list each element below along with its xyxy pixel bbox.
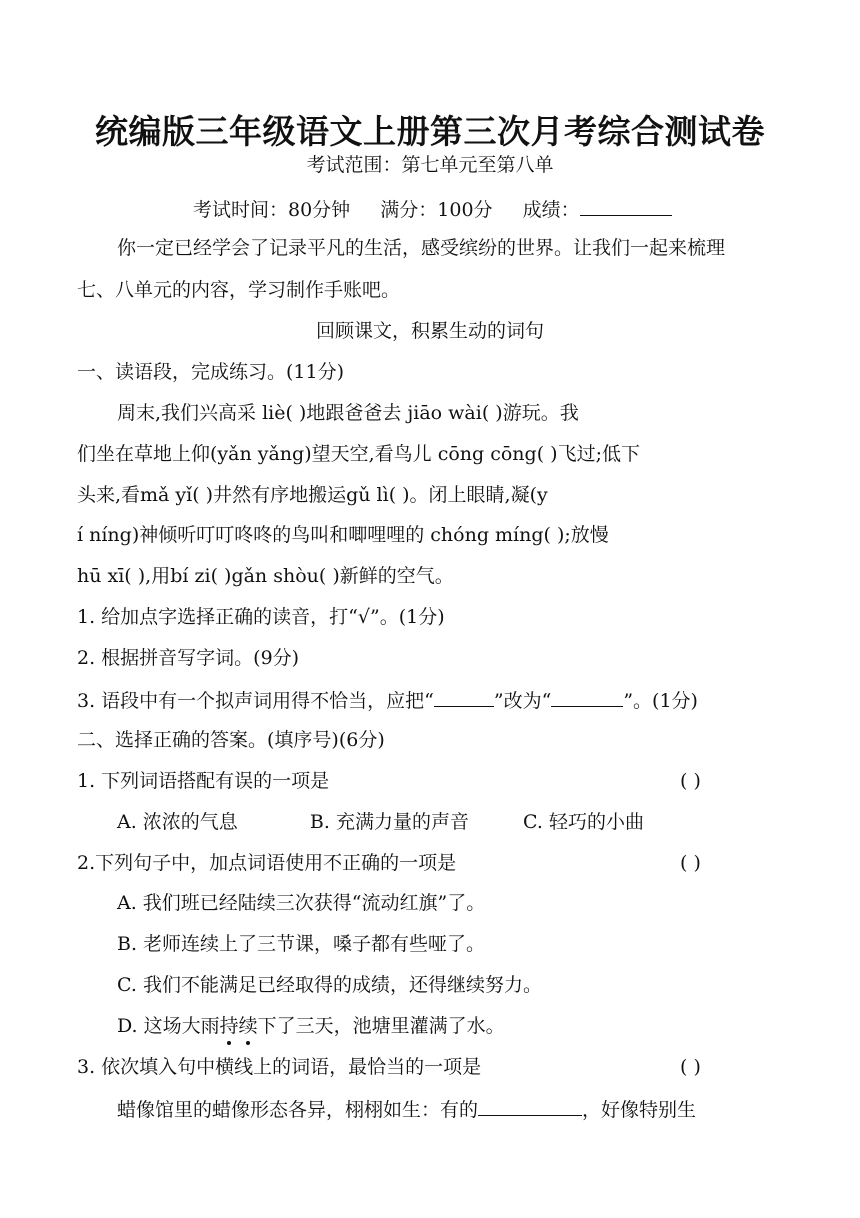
exam-time: 考试时间：80分钟 — [193, 199, 351, 221]
exam-info — [193, 195, 672, 223]
part2-heading: 二、选择正确的答案。(填序号)(6分) — [77, 729, 385, 751]
exam-scope: 考试范围：第七单元至第八单 — [306, 154, 554, 176]
score-blank[interactable] — [580, 195, 672, 216]
sentence-blank[interactable] — [478, 1095, 582, 1116]
option-d-before: D. 这场大雨 — [117, 1015, 220, 1037]
part1-heading: 一、读语段，完成练习。(11分) — [77, 361, 345, 383]
q3-text-middle: ”改为“ — [493, 690, 552, 712]
passage-line-2: 们坐在草地上仰(yǎn yǎng)望天空,看鸟儿 cōng cōng( )飞过;低下 — [77, 443, 640, 465]
q3-text-before: 3. 语段中有一个拟声词用得不恰当，应把“ — [77, 690, 434, 712]
part2-q1-options — [117, 809, 644, 835]
score-label: 成绩： — [522, 199, 580, 221]
answer-paren-1[interactable]: ( ) — [680, 770, 701, 792]
part1-question-1: 1. 给加点字选择正确的读音，打“√”。(1分) — [77, 606, 445, 628]
exam-title: 统编版三年级语文上册第三次月考综合测试卷 — [95, 112, 765, 151]
part2-q2-option-d — [117, 1013, 505, 1039]
passage-line-3: 头来,看mǎ yǐ( )井然有序地搬运gǔ lì( )。闭上眼睛,凝(y — [77, 484, 548, 506]
intro-line-1: 你一定已经学会了记录平凡的生活，感受缤纷的世界。让我们一起来梳理 — [117, 237, 726, 259]
part2-q1-stem: 1. 下列词语搭配有误的一项是 — [77, 770, 330, 792]
part1-question-2: 2. 根据拼音写字词。(9分) — [77, 647, 300, 669]
option-a: A. 浓浓的气息 — [117, 811, 238, 833]
part2-q3-stem: 3. 依次填入句中横线上的词语，最恰当的一项是 — [77, 1056, 482, 1078]
part2-q2-option-b: B. 老师连续上了三节课，嗓子都有些哑了。 — [117, 933, 486, 955]
passage-line-4: í níng)神倾听叮叮咚咚的鸟叫和唧哩哩的 chóng míng( );放慢 — [77, 524, 609, 546]
sentence-before: 蜡像馆里的蜡像形态各异，栩栩如生：有的 — [117, 1099, 479, 1121]
answer-paren-3[interactable]: ( ) — [680, 1056, 701, 1078]
part1-question-3 — [77, 686, 698, 714]
answer-paren-2[interactable]: ( ) — [680, 852, 701, 874]
part2-question-3 — [77, 1054, 777, 1080]
q3-text-after: ”。(1分) — [623, 690, 698, 712]
dotted-char-2: 续 — [238, 1015, 258, 1037]
q3-blank-1[interactable] — [434, 686, 494, 707]
part2-q2-option-a: A. 我们班已经陆续三次获得“流动红旗”了。 — [117, 892, 486, 914]
part2-q3-sentence — [117, 1095, 696, 1123]
passage-line-1: 周末,我们兴高采 liè( )地跟爸爸去 jiāo wài( )游玩。我 — [117, 402, 579, 424]
dotted-char-1: 持 — [219, 1015, 239, 1037]
option-d-after: 下了三天，池塘里灌满了水。 — [257, 1015, 505, 1037]
option-b: B. 充满力量的声音 — [309, 811, 469, 833]
q3-blank-2[interactable] — [551, 686, 623, 707]
part2-question-2 — [77, 850, 777, 876]
intro-line-2: 七、八单元的内容，学习制作手账吧。 — [77, 279, 401, 301]
full-score: 满分：100分 — [380, 199, 493, 221]
option-c: C. 轻巧的小曲 — [523, 811, 644, 833]
part2-q2-option-c: C. 我们不能满足已经取得的成绩，还得继续努力。 — [117, 974, 542, 996]
passage-line-5: hū xī( ),用bí zi( )gǎn shòu( )新鲜的空气。 — [77, 565, 454, 587]
section-title: 回顾课文，积累生动的词句 — [315, 320, 544, 342]
sentence-after: ，好像特别生 — [582, 1099, 697, 1121]
part2-question-1 — [77, 768, 777, 794]
part2-q2-stem: 2.下列句子中，加点词语使用不正确的一项是 — [77, 852, 457, 874]
